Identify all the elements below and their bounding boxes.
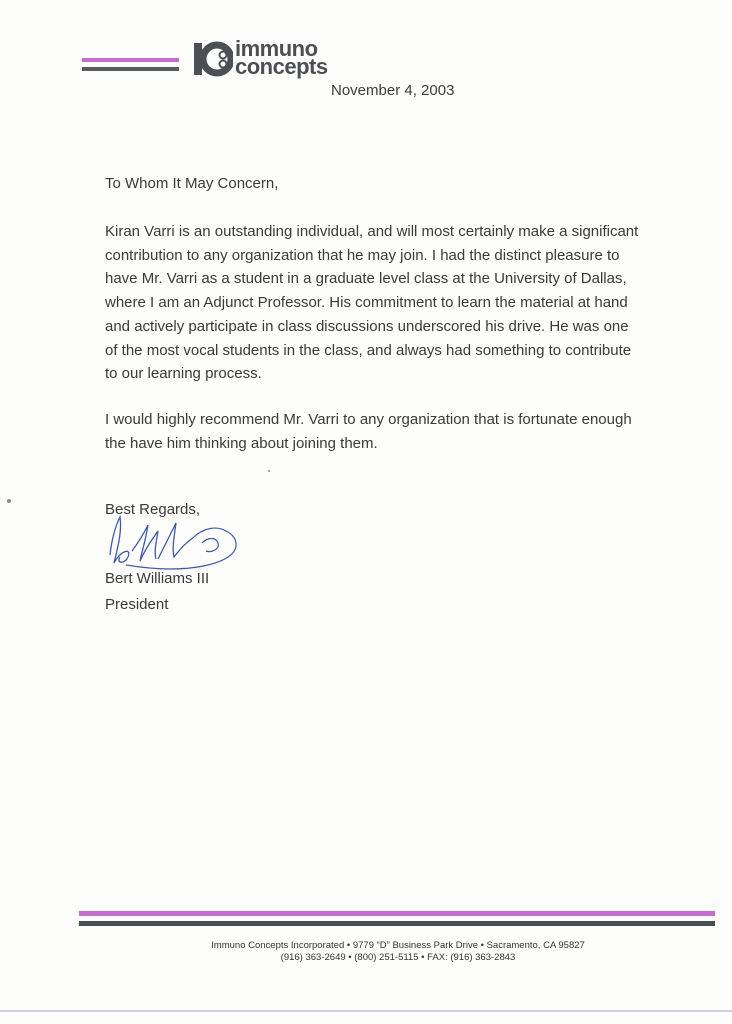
paragraph-line: of the most vocal students in the class, and always had something to contribute bbox=[105, 341, 632, 359]
footer-rule-pink bbox=[79, 911, 715, 916]
logo-word-immuno: immuno bbox=[235, 36, 318, 61]
paragraph-line: the have him thinking about joining them. bbox=[105, 434, 378, 452]
salutation: To Whom It May Concern, bbox=[105, 175, 279, 192]
body-paragraph-2 bbox=[105, 408, 705, 455]
logo-mark-icon bbox=[193, 41, 233, 77]
footer-rule-gray bbox=[79, 921, 715, 926]
signer-name: Bert Williams III bbox=[105, 570, 210, 587]
letter-date: November 4, 2003 bbox=[331, 82, 455, 99]
paragraph-line: have Mr. Varri as a student in a graduate level class at the University of Dallas, bbox=[105, 270, 627, 288]
scan-bottom-edge bbox=[0, 1010, 732, 1012]
logo-word-concepts: concepts bbox=[235, 54, 328, 79]
paragraph-line: I would highly recommend Mr. Varri to any organization that is fortunate enough bbox=[105, 411, 632, 428]
paragraph-line: and actively participate in class discussions underscored his drive. He was one bbox=[105, 317, 629, 335]
signer-title: President bbox=[105, 596, 169, 613]
letterhead-rule-pink bbox=[82, 58, 179, 62]
footer-address: Immuno Concepts Incorporated • 9779 “D” Business Park Drive • Sacramento, CA 95827 bbox=[211, 940, 585, 951]
paragraph-line: Kiran Varri is an outstanding individual, and will most certainly make a significant bbox=[105, 223, 639, 240]
body-paragraph-1 bbox=[105, 220, 705, 386]
scan-speck bbox=[7, 499, 11, 503]
letterhead-rule-gray bbox=[82, 67, 179, 71]
paragraph-line: where I am an Adjunct Professor. His commitment to learn the material at hand bbox=[105, 294, 628, 312]
handwritten-signature bbox=[98, 507, 248, 575]
company-logo bbox=[193, 36, 368, 80]
paragraph-line: to our learning process. bbox=[105, 365, 262, 383]
paragraph-line: contribution to any organization that he may join. I had the distinct pleasure to bbox=[105, 246, 620, 264]
closing: Best Regards, bbox=[105, 501, 201, 518]
footer-phone-numbers: (916) 363-2649 • (800) 251-5115 • FAX: (916) 363-2843 bbox=[280, 952, 516, 963]
scan-speck bbox=[268, 470, 270, 472]
